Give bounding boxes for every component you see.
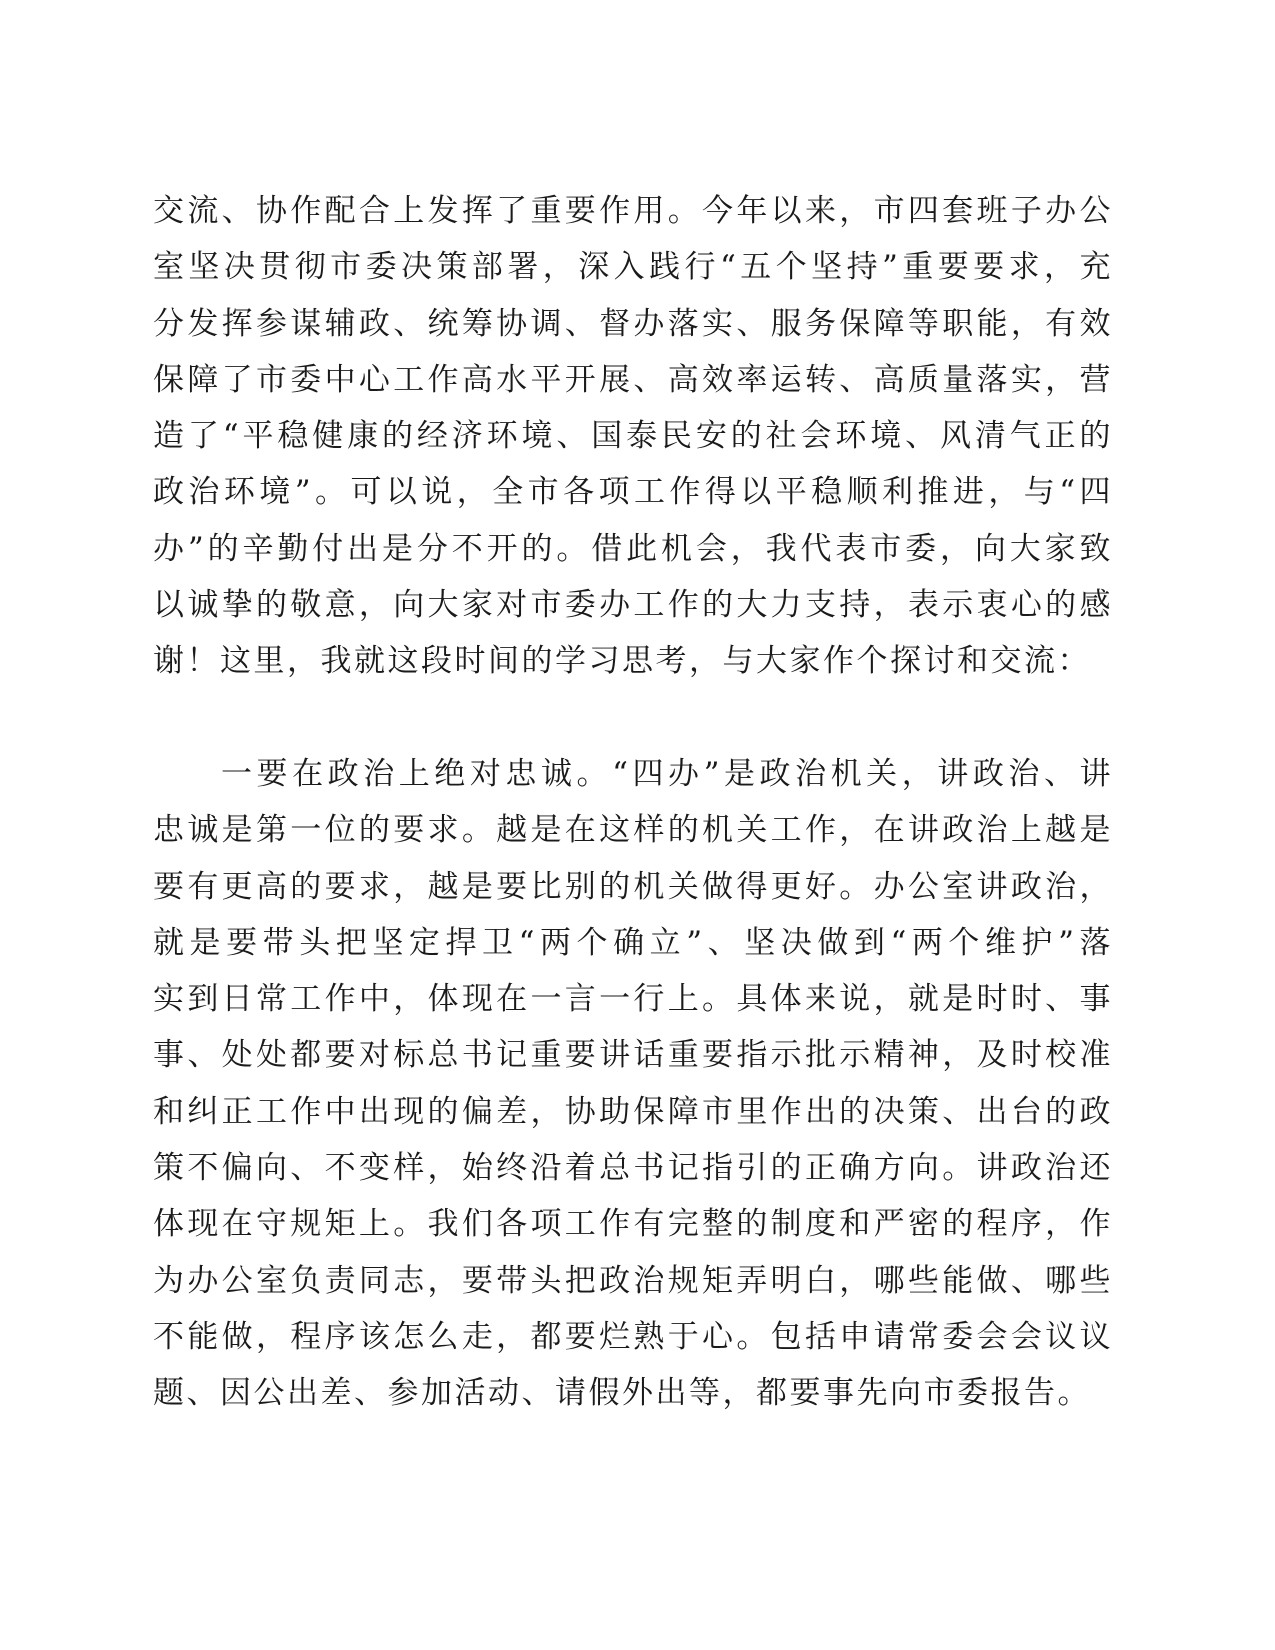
text-line: 策不偏向、不变样，始终沿着总书记指引的正确方向。讲政治还 [153,1150,1113,1187]
text-line: 和纠正工作中出现的偏差，协助保障市里作出的决策、出台的政 [153,1093,1113,1130]
text-line: 为办公室负责同志，要带头把政治规矩弄明白，哪些能做、哪些 [153,1262,1113,1299]
text-line: 室坚决贯彻市委决策部署，深入践行“五个坚持”重要要求，充 [153,249,1113,286]
text-line: 不能做，程序该怎么走，都要烂熟于心。包括申请常委会会议议 [153,1318,1113,1355]
text-line: 办”的辛勤付出是分不开的。借此机会，我代表市委，向大家致 [153,530,1113,567]
text-line: 谢！这里，我就这段时间的学习思考，与大家作个探讨和交流： [153,643,1091,680]
text-line: 就是要带头把坚定捍卫“两个确立”、坚决做到“两个维护”落 [153,924,1113,961]
text-line: 保障了市委中心工作高水平开展、高效率运转、高质量落实，营 [153,361,1113,398]
text-line: 分发挥参谋辅政、统筹协调、督办落实、服务保障等职能，有效 [153,305,1113,342]
text-line: 实到日常工作中，体现在一言一行上。具体来说，就是时时、事 [153,981,1113,1018]
text-line: 造了“平稳健康的经济环境、国泰民安的社会环境、风清气正的 [153,418,1113,455]
paragraph-political-loyalty [153,746,1113,1422]
text-line: 体现在守规矩上。我们各项工作有完整的制度和严密的程序，作 [153,1206,1113,1243]
text-line: 要有更高的要求，越是要比别的机关做得更好。办公室讲政治， [153,868,1113,905]
text-line: 以诚挚的敬意，向大家对市委办工作的大力支持，表示衷心的感 [153,587,1113,624]
text-line: 忠诚是第一位的要求。越是在这样的机关工作，在讲政治上越是 [153,812,1113,849]
text-line: 题、因公出差、参加活动、请假外出等，都要事先向市委报告。 [153,1375,1091,1412]
text-line: 事、处处都要对标总书记重要讲话重要指示批示精神，及时校准 [153,1037,1113,1074]
text-line: 交流、协作配合上发挥了重要作用。今年以来，市四套班子办公 [153,193,1113,229]
text-line: 一要在政治上绝对忠诚。“四办”是政治机关，讲政治、讲 [221,756,1113,792]
text-line: 政治环境”。可以说，全市各项工作得以平稳顺利推进，与“四 [153,474,1113,511]
paragraph-continuation [153,183,1113,690]
